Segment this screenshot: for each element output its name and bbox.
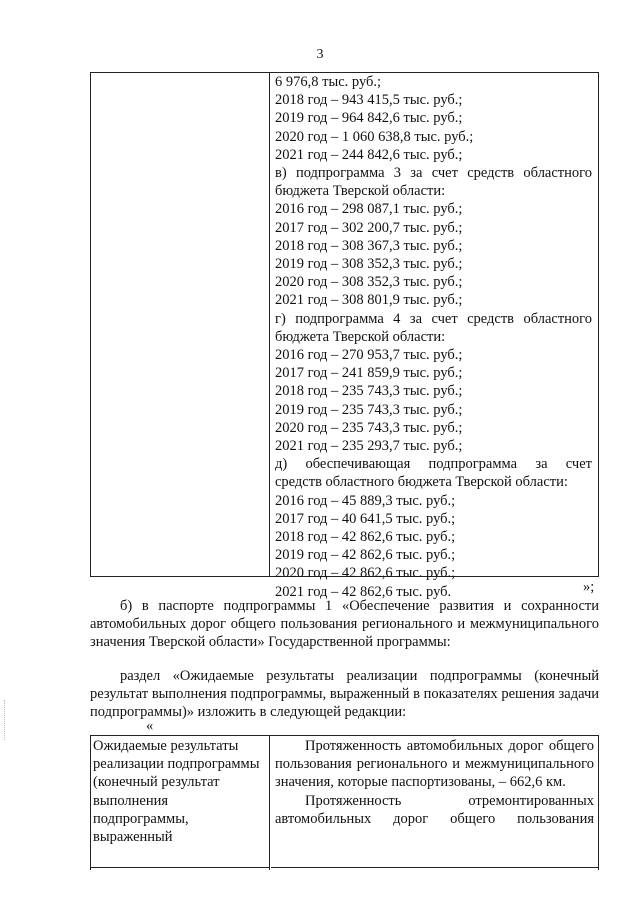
label-line: выполнения	[93, 792, 169, 809]
table-bottom-border	[271, 867, 598, 868]
funding-line: 2018 год – 308 367,3 тыс. руб.;	[275, 237, 463, 254]
funding-line: 2019 год – 235 743,3 тыс. руб.;	[275, 401, 463, 418]
funding-line: бюджета Тверской области:	[275, 328, 446, 345]
table-column-divider	[269, 736, 270, 870]
funding-line: 2020 год – 308 352,3 тыс. руб.;	[275, 274, 463, 291]
funding-line: 2016 год – 270 953,7 тыс. руб.;	[275, 347, 463, 364]
funding-line: 2016 год – 298 087,1 тыс. руб.;	[275, 201, 463, 218]
label-line: подпрограммы,	[93, 810, 189, 827]
results-paragraph-1: Протяженность автомобильных дорог общего пользования регионального и межмуниципального значения, которые паспортизованы, – 662,6 км.	[275, 738, 594, 791]
funding-line: в) подпрограмма 3 за счет средств областного	[275, 165, 592, 182]
funding-line: 2021 год – 244 842,6 тыс. руб.;	[275, 146, 463, 163]
margin-mark	[4, 700, 11, 740]
funding-line: 2020 год – 235 743,3 тыс. руб.;	[275, 419, 463, 436]
funding-line: 2018 год – 943 415,5 тыс. руб.;	[275, 92, 463, 109]
funding-line: 2020 год – 42 862,6 тыс. руб.;	[275, 565, 456, 582]
funding-line: г) подпрограмма 4 за счет средств областного	[275, 310, 592, 327]
paragraph-section: раздел «Ожидаемые результаты реализации подпрограммы (конечный результат выполнения подпрограммы, выраженный в показателях решения задачи подпрограммы)» изложить в следующей редакции:	[90, 668, 599, 720]
paragraph-b: б) в паспорте подпрограммы 1 «Обеспечение развития и сохранности автомобильных дорог общего пользования регионального и межмуниципального значения Тверской области» Государственной программы:	[90, 598, 599, 650]
funding-line: 2019 год – 42 862,6 тыс. руб.;	[275, 547, 456, 564]
funding-line: 2018 год – 42 862,6 тыс. руб.;	[275, 529, 456, 546]
table-bottom-border	[91, 867, 269, 868]
funding-line: 2017 год – 302 200,7 тыс. руб.;	[275, 219, 463, 236]
opening-quote: «	[146, 718, 154, 734]
label-line: реализации подпрограммы	[93, 756, 260, 773]
funding-line: 2018 год – 235 743,3 тыс. руб.;	[275, 383, 463, 400]
label-line: (конечный результат	[93, 774, 220, 791]
funding-cell	[275, 73, 595, 601]
funding-line: 2016 год – 45 889,3 тыс. руб.;	[275, 492, 456, 509]
expected-results-label-cell	[93, 737, 265, 846]
funding-line: бюджета Тверской области:	[275, 183, 446, 200]
funding-line: д) обеспечивающая подпрограмма за счет	[275, 456, 592, 473]
label-line: выраженный	[93, 829, 173, 846]
funding-line: 2017 год – 241 859,9 тыс. руб.;	[275, 365, 463, 382]
funding-table	[90, 72, 599, 600]
funding-line: 2017 год – 40 641,5 тыс. руб.;	[275, 510, 456, 527]
page-number: 3	[316, 47, 324, 62]
funding-line: 2021 год – 308 801,9 тыс. руб.;	[275, 292, 463, 309]
label-line: Ожидаемые результаты	[93, 738, 239, 754]
funding-line: 2021 год – 235 293,7 тыс. руб.;	[275, 438, 463, 455]
table-column-divider	[269, 73, 270, 576]
closing-quote: »;	[583, 579, 595, 595]
funding-line: 2019 год – 308 352,3 тыс. руб.;	[275, 256, 463, 273]
expected-results-table	[90, 735, 599, 870]
funding-line: средств областного бюджета Тверской области:	[275, 474, 568, 491]
funding-line: 2019 год – 964 842,6 тыс. руб.;	[275, 110, 463, 127]
results-paragraph-2: Протяженность отремонтированных автомобильных дорог общего пользования	[275, 792, 594, 827]
expected-results-value-cell	[275, 737, 594, 828]
funding-line: 2020 год – 1 060 638,8 тыс. руб.;	[275, 128, 474, 145]
funding-line: 2021 год – 42 862,6 тыс. руб.	[275, 583, 452, 600]
funding-line: 6 976,8 тыс. руб.;	[275, 74, 382, 90]
